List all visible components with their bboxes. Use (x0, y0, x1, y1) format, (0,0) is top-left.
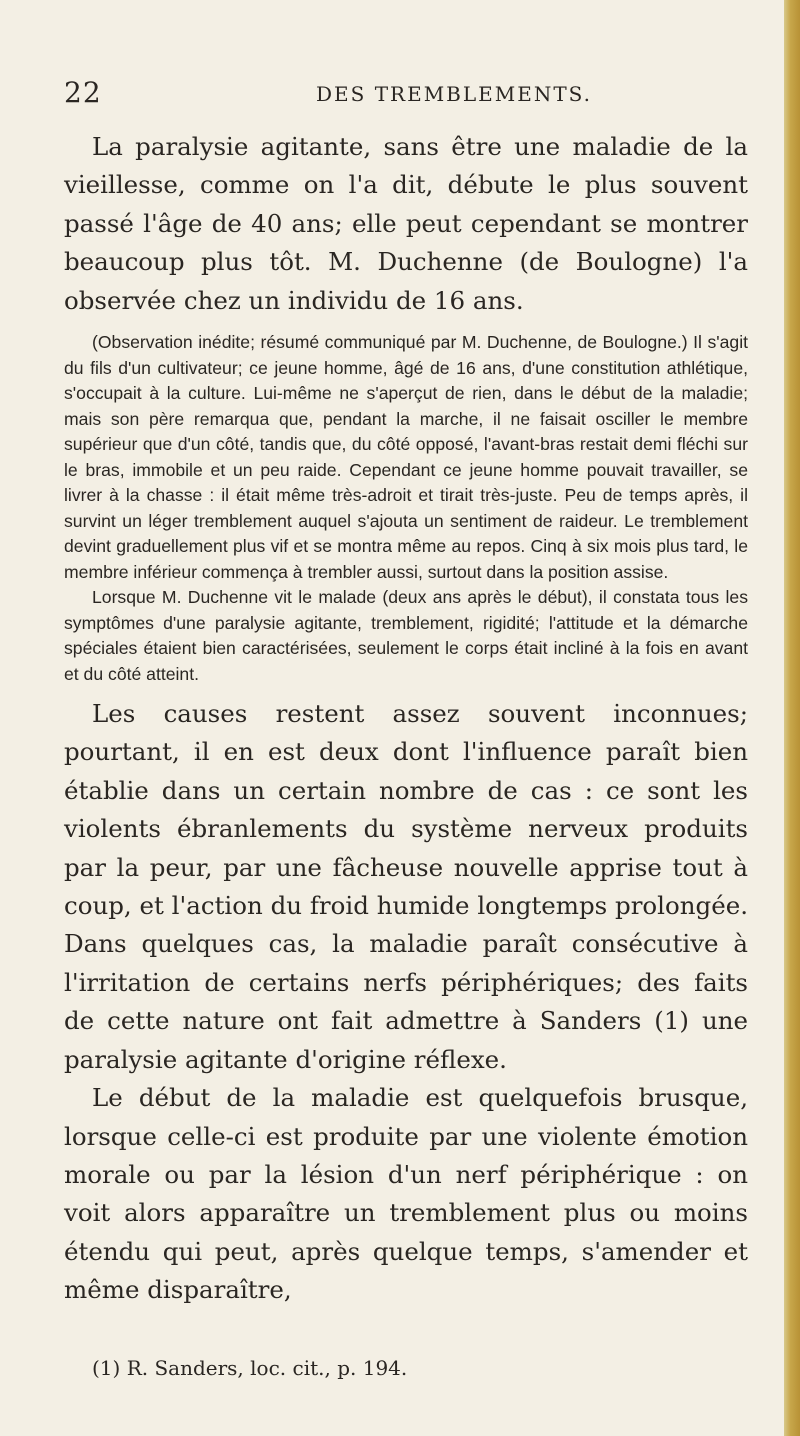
observation-block (64, 330, 748, 687)
body-text (64, 128, 748, 1310)
paragraph-intro: La paralysie agitante, sans être une maladie de la vieillesse, comme on l'a dit, débute le plus souvent passé l'âge de 40 ans; elle peut cependant se montrer beaucoup plus tôt. M. Duchenne (de Boulogne) l'a observée chez un individu de 16 ans. (64, 132, 748, 315)
observation-paragraph-1: (Observation inédite; résumé communiqué par M. Duchenne, de Boulogne.) Il s'agit du fils d'un cultivateur; ce jeune homme, âgé de 16 ans, d'une constitution athlétique, s'occupait à la culture. Lui-même ne s'aperçut de rien, dans le début de la maladie; mais son père remarqua que, pendant la marche, il ne faisait osciller le membre supérieur que d'un côté, tandis que, du côté opposé, l'avant-bras restait demi fléchi sur le bras, immobile et un peu raide. Cependant ce jeune homme pouvait travailler, se livrer à la chasse : il était même très-adroit et tirait très-juste. Peu de temps après, il survint un léger tremblement auquel s'ajouta un sentiment de raideur. Le tremblement devint graduellement plus vif et se montra même au repos. Cinq à six mois plus tard, le membre inférieur commença à trembler aussi, surtout dans la position assise. (64, 332, 748, 582)
running-head: DES TREMBLEMENTS. (316, 82, 593, 106)
paragraph-causes: Les causes restent assez souvent inconnues; pourtant, il en est deux dont l'influence paraît bien établie dans un certain nombre de cas : ce sont les violents ébranlements du système nerveux produits par la peur, par une fâcheuse nouvelle apprise tout à coup, et l'action du froid humide longtemps prolongée. Dans quelques cas, la maladie paraît consécutive à l'irritation de certains nerfs périphériques; des faits de cette nature ont fait admettre à Sanders (1) une paralysie agitante d'origine réflexe. (64, 699, 748, 1074)
page-number: 22 (64, 76, 102, 109)
observation-paragraph-2: Lorsque M. Duchenne vit le malade (deux ans après le début), il constata tous les symptômes d'une paralysie agitante, tremblement, rigidité; l'attitude et la démarche spéciales étaient bien caractérisées, seulement le corps était incliné à la fois en avant et du côté atteint. (64, 587, 748, 684)
page-header (64, 70, 744, 110)
paragraph-onset: Le début de la maladie est quelquefois brusque, lorsque celle-ci est produite par une violente émotion morale ou par la lésion d'un nerf périphérique : on voit alors apparaître un tremblement plus ou moins étendu qui peut, après quelque temps, s'amender et même disparaître, (64, 1083, 748, 1305)
footnote: (1) R. Sanders, loc. cit., p. 194. (92, 1356, 408, 1380)
page-edge (784, 0, 800, 1436)
